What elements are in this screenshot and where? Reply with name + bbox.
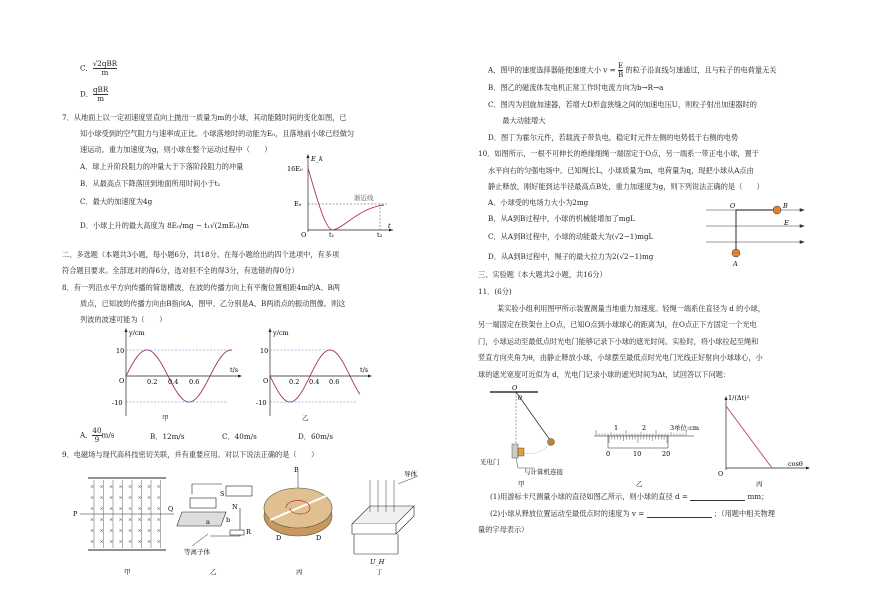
field-cross-mark: × xyxy=(128,506,133,512)
field-cross-mark: × xyxy=(118,495,123,501)
q8b-tick-0.6: 0.6 xyxy=(329,378,340,386)
q7-y-axis-label: E_k xyxy=(311,155,323,163)
field-cross-mark: × xyxy=(128,484,133,490)
q9-label-d1: D xyxy=(276,534,282,542)
field-cross-mark: × xyxy=(156,517,161,523)
q8b-x-label: t/s xyxy=(360,366,369,374)
q8a-caption: 甲 xyxy=(162,414,169,422)
q8-stem-2: 质点，已知波的传播方向由B指向A，图甲、乙分别是A、B两质点的振动图像。则这 xyxy=(80,299,346,308)
field-cross-mark: × xyxy=(118,484,123,490)
q9-stem: 9．电磁场与现代高科技密切关联，并有重要应用。对以下说法正确的是（ ） xyxy=(62,450,319,459)
q11-fig-graph xyxy=(712,392,812,488)
q11-sub1 xyxy=(490,491,768,502)
field-cross-mark: × xyxy=(118,506,123,512)
q6-option-d: D． qBR m xyxy=(80,85,109,103)
q8b-tick-0.2: 0.2 xyxy=(289,378,300,386)
q11-vernier-unit: 单位:cm xyxy=(674,424,699,432)
field-cross-mark: × xyxy=(99,539,104,545)
q11-sub2 xyxy=(490,508,775,519)
field-cross-mark: × xyxy=(147,539,152,545)
q11-caption-a: 甲 xyxy=(518,480,525,488)
field-cross-mark: × xyxy=(156,528,161,534)
q9-label-b: B xyxy=(294,466,299,474)
q11-sub1-post: mm； xyxy=(747,492,769,501)
q10-stem-2: 水平向右的匀强电场中。已知绳长L，小球质量为m，电荷量为q，现把小球从A点由 xyxy=(488,166,754,175)
q8a-tick-0.2: 0.2 xyxy=(147,378,158,386)
field-cross-mark: × xyxy=(147,484,152,490)
q8a-x-label: t/s xyxy=(230,366,239,374)
q8b-y-label: y/cm xyxy=(273,329,289,337)
q7-tick-t1: t₁ xyxy=(329,231,335,239)
q7-option-b: B．从最高点下降落回到地面所用时间小于t₁ xyxy=(80,179,221,188)
field-cross-mark: × xyxy=(90,506,95,512)
q9-label-uh: U_H xyxy=(370,558,385,566)
field-cross-mark: × xyxy=(118,539,123,545)
q9-label-a: a xyxy=(206,518,210,526)
field-cross-mark: × xyxy=(90,539,95,545)
q7-origin: O xyxy=(301,231,307,239)
q7-tick-e0: E₀ xyxy=(294,200,302,208)
field-cross-mark: × xyxy=(99,506,104,512)
field-cross-mark: × xyxy=(137,528,142,534)
q11-sub1-pre: (1)用游标卡尺测量小球的直径如图乙所示，则小球的直径 d = xyxy=(490,492,688,501)
field-cross-mark: × xyxy=(156,539,161,545)
q7-stem-2: 知小球受到的空气阻力与速率成正比。小球落地时的动能为E₀，且落地前小球已经做匀 xyxy=(80,129,355,138)
q8a-y-label: y/cm xyxy=(129,329,145,337)
q9-caption-c: 丙 xyxy=(296,568,303,576)
q9-caption-b: 乙 xyxy=(210,568,217,576)
field-cross-mark: × xyxy=(118,528,123,534)
q8-option-d: D．60m/s xyxy=(298,432,334,441)
q9-option-c: C．图丙为回旋加速器，若增大D形盒狭缝之间的加速电压U，则粒子射出加速器时的 xyxy=(488,100,757,109)
q11-vernier-bot-10: 10 xyxy=(633,450,642,458)
q8-option-b: B．12m/s xyxy=(150,432,185,441)
q9-option-b: B．图乙的磁流体发电机正常工作时电流方向为b→R→a xyxy=(488,83,664,92)
field-cross-mark: × xyxy=(128,528,133,534)
q11-vernier-top-2: 2 xyxy=(642,424,647,432)
q7-tick-16e0: 16E₀ xyxy=(287,165,303,173)
q8-option-a: A． $\frac{40}{9}$ m/s xyxy=(80,426,115,444)
q11-vernier-bot-0: 0 xyxy=(606,450,611,458)
q10-label-e: E xyxy=(784,219,789,227)
q8a-origin: O xyxy=(119,377,125,385)
q11-sub2-end: 量的字母表示） xyxy=(478,525,529,534)
q8-graph-b xyxy=(256,326,376,424)
q11-fig-vernier xyxy=(590,420,700,488)
q11-theta: θ xyxy=(518,394,522,402)
field-cross-mark: × xyxy=(147,517,152,523)
q11-photogate-label: 光电门 xyxy=(480,458,500,466)
q11-label-o: O xyxy=(512,384,518,392)
sec2-line-2: 符合题目要求。全部选对的得6分，选对但不全的得3分，有选错的得0分） xyxy=(62,266,299,275)
q10-label-o: O xyxy=(730,202,736,210)
q10-label-a: A xyxy=(733,260,738,268)
q7-option-a: A．球上升阶段阻力的冲量大于下落阶段阻力的冲量 xyxy=(80,162,244,171)
q11-sub2-pre: (2)小球从释放位置运动至最低点时的速度为 v = xyxy=(490,509,645,518)
field-cross-mark: × xyxy=(128,539,133,545)
field-cross-mark: × xyxy=(137,506,142,512)
field-cross-mark: × xyxy=(99,484,104,490)
q11-fig-pendulum xyxy=(478,386,578,488)
q10-stem-3: 静止释放，刚好能到达半径最高点B处，重力加速度为g，则下列说法正确的是（ ） xyxy=(488,182,764,191)
q11-graph-origin: O xyxy=(718,470,724,478)
sec2-line-1: 二、多选题（本题共3小题，每小题6分，共18分。在每小题给出的四个选项中，有多项 xyxy=(62,250,340,259)
field-cross-mark: × xyxy=(109,539,114,545)
q11-caption-b: 乙 xyxy=(636,480,643,488)
field-cross-mark: × xyxy=(109,528,114,534)
field-cross-mark: × xyxy=(118,517,123,523)
q8b-origin: O xyxy=(263,377,269,385)
q11-caption-c: 丙 xyxy=(756,480,763,488)
q11-head: 11．(6分) xyxy=(478,287,512,296)
field-cross-mark: × xyxy=(109,506,114,512)
q9-fig-cyclotron xyxy=(264,466,332,576)
q8a-tick-neg10: -10 xyxy=(112,399,123,407)
field-cross-mark: × xyxy=(137,539,142,545)
q8b-tick-neg10: -10 xyxy=(256,399,267,407)
q11-sub2-post: ；（用题中相关物理 xyxy=(713,509,775,518)
q8a-tick-0.6: 0.6 xyxy=(189,378,200,386)
q11-vernier-bot-20: 20 xyxy=(662,450,671,458)
q11-stem-1: 某实验小组利用图甲所示装置测量当地重力加速度。轻绳一端系住直径为 d 的小球， xyxy=(497,304,765,313)
q9-label-plasma: 等离子体 xyxy=(184,548,210,556)
q9-label-b-pole: b xyxy=(226,516,231,524)
q9-label-conductor: 导体 xyxy=(404,470,417,478)
q10-option-c: C．从A到B过程中，小球的动能最大为(√2−1)mgL xyxy=(488,232,654,241)
field-cross-mark: × xyxy=(109,517,114,523)
q8a-tick-10: 10 xyxy=(116,347,125,355)
q7-ek-graph xyxy=(288,150,398,238)
q11-vernier-top-1: 1 xyxy=(614,424,619,432)
q11-stem-5: 球的遮光宽度可近似为 d，光电门记录小球的遮光时间为Δt，试回答以下问题： xyxy=(478,370,731,379)
q9-caption-d: 丁 xyxy=(376,568,383,576)
q6-option-c: C． √2qBR m xyxy=(80,59,118,77)
field-cross-mark: × xyxy=(147,528,152,534)
field-cross-mark: × xyxy=(147,495,152,501)
field-cross-mark: × xyxy=(137,484,142,490)
q11-stem-3: 门，小球运动至最低点时光电门能够记录下小球的遮光时间。实验时，将小球拉起至绳和 xyxy=(478,337,759,346)
q10-option-d: D．从A到B过程中，绳子的最大拉力为2(√2−1)mg xyxy=(488,252,654,261)
field-cross-mark: × xyxy=(109,495,114,501)
field-cross-mark: × xyxy=(147,506,152,512)
q11-computer-label: 与计算机连接 xyxy=(524,468,563,476)
q10-label-b: B xyxy=(783,202,788,210)
q8b-caption: 乙 xyxy=(302,414,309,422)
sec3-title: 三、实验题（本大题共2小题，共16分） xyxy=(478,270,607,279)
q8b-tick-10: 10 xyxy=(260,347,269,355)
field-cross-mark: × xyxy=(156,495,161,501)
q8a-tick-0.4: 0.4 xyxy=(168,378,179,386)
field-cross-mark: × xyxy=(99,517,104,523)
q8-stem-1: 8．有一列沿水平方向传播的简谐横波，在波的传播方向上有平衡位置相距4m的A、B两 xyxy=(62,283,340,292)
q9-fig-velocity-selector xyxy=(73,478,174,576)
q11-vernier-top-3: 3 xyxy=(670,424,675,432)
q11-sub1-blank[interactable] xyxy=(690,493,745,501)
q11-stem-2: 另一端固定在铁架台上O点，已知O点到小球球心的距离为l，在O点正下方固定一个光电 xyxy=(478,320,757,329)
q9-fig-mhd-generator xyxy=(177,484,252,576)
field-cross-mark: × xyxy=(137,517,142,523)
field-cross-mark: × xyxy=(128,517,133,523)
field-cross-mark: × xyxy=(156,506,161,512)
q9-caption-a: 甲 xyxy=(124,568,131,576)
field-cross-mark: × xyxy=(109,484,114,490)
q9-label-p: P xyxy=(73,510,78,518)
q7-asymptote-label: 渐近线 xyxy=(354,194,374,202)
q9-label-n: N xyxy=(232,503,238,511)
q7-x-axis-label: t xyxy=(388,222,391,230)
q9-option-c-cont: 最大动能增大 xyxy=(488,116,546,125)
field-cross-mark: × xyxy=(99,495,104,501)
q10-diagram xyxy=(700,196,810,270)
q7-option-c: C．最大的加速度为4g xyxy=(80,197,153,206)
q9-figures xyxy=(73,466,440,584)
q9-fig-hall-element xyxy=(352,469,418,576)
q11-graph-y-label: 1/(Δt)² xyxy=(728,394,750,402)
q7-stem-3: 速运动。重力加速度为g，则小球在整个运动过程中（ ） xyxy=(80,145,272,154)
q9-label-r: R xyxy=(246,528,251,536)
field-cross-mark: × xyxy=(90,495,95,501)
q9-option-d: D．图丁为霍尔元件，若载流子带负电，稳定时元件左侧的电势低于右侧的电势 xyxy=(488,133,739,142)
q11-graph-x-label: cosθ xyxy=(788,460,803,468)
field-cross-mark: × xyxy=(99,528,104,534)
q7-stem-1: 7．从地面上以一定初速度竖直向上抛出一质量为m的小球，其动能随时间的变化如图，已 xyxy=(62,113,347,122)
q8-option-c: C．40m/s xyxy=(222,432,257,441)
q10-option-a: A．小球受的电场力大小为2mg xyxy=(488,198,589,207)
field-cross-mark: × xyxy=(137,495,142,501)
q9-option-a: A．图甲的速度选择器能使速度大小 v = $\frac{E}{B}$ 的粒子沿直线匀速通过，且与粒子的电荷量无关 xyxy=(488,61,777,79)
field-cross-mark: × xyxy=(90,484,95,490)
q10-option-b: B．从A到B过程中，小球的机械能增加了mgL xyxy=(488,214,635,223)
q9-label-s: S xyxy=(220,490,225,498)
q8-graph-a xyxy=(108,326,246,424)
q9-label-q: Q xyxy=(168,505,174,513)
q11-stem-4: 竖直方向夹角为θ，由静止释放小球，小球摆至最低点时光电门光线正好射向小球球心，小 xyxy=(478,353,763,362)
q8b-tick-0.4: 0.4 xyxy=(309,378,320,386)
field-cross-mark: × xyxy=(128,495,133,501)
q7-option-d: D．小球上升的最大高度为 8E₀/mg − t₁√(2mE₀)/m xyxy=(80,221,249,230)
field-cross-mark: × xyxy=(156,484,161,490)
field-cross-mark: × xyxy=(90,528,95,534)
q8-stem-3: 列波的波速可能为（ ） xyxy=(80,315,167,324)
field-cross-mark: × xyxy=(90,517,95,523)
q11-sub2-blank[interactable] xyxy=(647,510,712,518)
q9-label-d2: D xyxy=(316,534,322,542)
q10-stem-1: 10．如图所示，一根不可伸长的绝缘细绳一端固定于O点，另一端系一带正电小球，置于 xyxy=(478,149,759,158)
q7-tick-t2: t₂ xyxy=(377,231,383,239)
